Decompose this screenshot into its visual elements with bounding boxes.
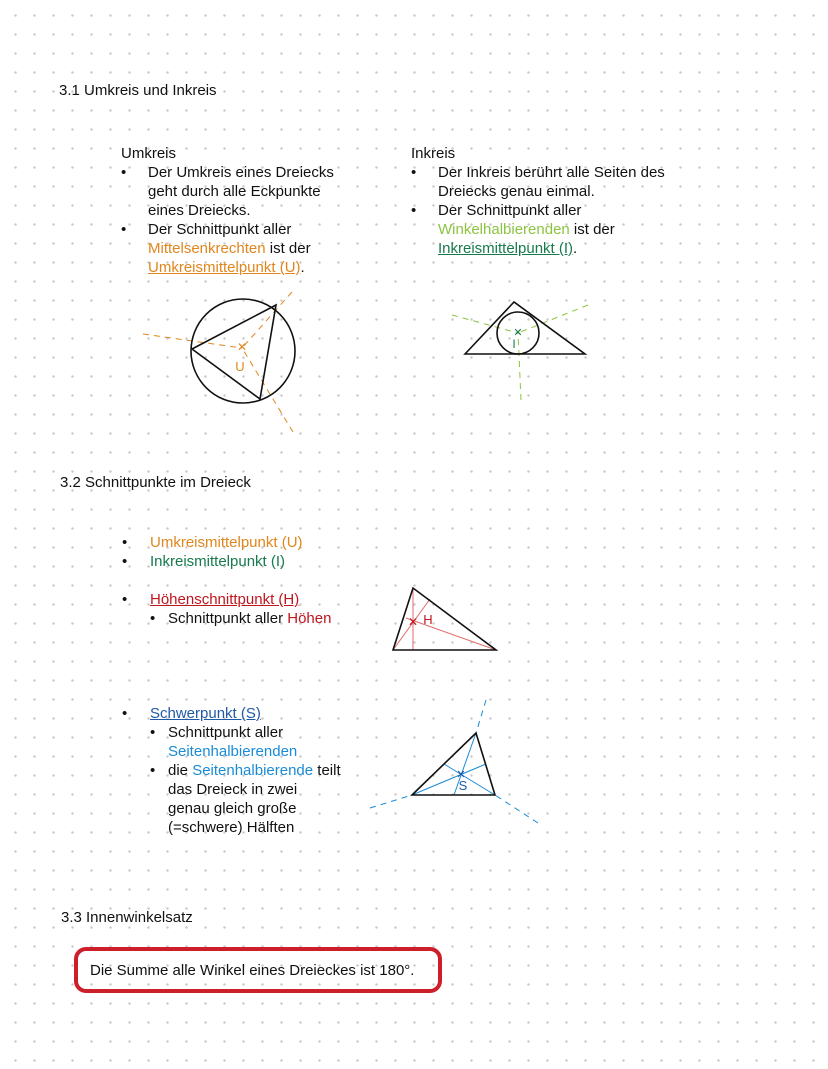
bullet-glyph: • bbox=[121, 221, 127, 238]
umkreis-b2-line3-rest: . bbox=[300, 259, 305, 276]
bullet-glyph: • bbox=[122, 534, 128, 551]
item-hoehenschnittpunkt: Höhenschnittpunkt (H) bbox=[150, 591, 300, 608]
sub-bullet-glyph: • bbox=[150, 610, 156, 627]
term-winkelhalbierenden: Winkelhalbierenden bbox=[438, 221, 570, 238]
center-mark-s: ✕ bbox=[456, 769, 466, 781]
median-extension bbox=[476, 700, 486, 733]
sub-hoehen-text: Schnittpunkt aller bbox=[168, 610, 288, 627]
inkreis-b1-line1: Der Inkreis berührt alle Seiten des bbox=[438, 164, 665, 181]
label-h: H bbox=[423, 612, 433, 627]
umkreis-b1-line2: geht durch alle Eckpunkte bbox=[148, 183, 321, 200]
sub-s2-line4: (=schwere) Hälften bbox=[168, 819, 295, 836]
center-mark-i: ✕ bbox=[513, 327, 523, 339]
term-mittelsenkrechten: Mittelsenkrechten bbox=[148, 240, 266, 257]
term-seitenhalbierenden: Seitenhalbierenden bbox=[168, 743, 298, 760]
sub-s1-line1: Schnittpunkt aller bbox=[168, 724, 284, 741]
sub-s2-line2: das Dreieck in zwei bbox=[168, 781, 298, 798]
inkreis-b1-line2: Dreiecks genau einmal. bbox=[438, 183, 595, 200]
sub-bullet-glyph: • bbox=[150, 762, 156, 779]
center-mark-u: ✕ bbox=[236, 340, 248, 354]
term-hoehen: Höhen bbox=[287, 610, 332, 627]
sub-bullet-glyph: • bbox=[150, 724, 156, 741]
umkreis-b1-line3: eines Dreiecks. bbox=[148, 202, 251, 219]
sub-s2-line3: genau gleich große bbox=[168, 800, 297, 817]
median-extension bbox=[495, 795, 538, 823]
item-schwerpunkt: Schwerpunkt (S) bbox=[150, 705, 261, 722]
median-extension bbox=[370, 795, 412, 808]
term-seitenhalbierende: Seitenhalbierende bbox=[192, 762, 314, 779]
label-u: U bbox=[235, 359, 245, 374]
sub-s2-pre: die bbox=[168, 762, 193, 779]
innenwinkelsatz-box bbox=[74, 947, 442, 993]
umkreis-b2-line2-rest: ist der bbox=[265, 240, 311, 257]
bullet-glyph: • bbox=[121, 164, 127, 181]
umkreis-b1-line1: Der Umkreis eines Dreiecks bbox=[148, 164, 334, 181]
bullet-glyph: • bbox=[122, 591, 128, 608]
label-s: S bbox=[458, 778, 468, 793]
inkreis-b2-line2-rest: ist der bbox=[569, 221, 615, 238]
section-title-innenwinkelsatz: 3.3 Innenwinkelsatz bbox=[61, 909, 193, 926]
bullet-glyph: • bbox=[122, 705, 128, 722]
item-umkreismittelpunkt: Umkreismittelpunkt (U) bbox=[150, 534, 303, 551]
term-inkreismittelpunkt: Inkreismittelpunkt (I) bbox=[438, 240, 574, 257]
inkreis-heading: Inkreis bbox=[411, 145, 456, 162]
innenwinkelsatz-statement: Die Summe alle Winkel eines Dreieckes ist 180°. bbox=[90, 961, 415, 979]
bullet-glyph: • bbox=[411, 202, 417, 219]
sub-s2-post: teilt bbox=[313, 762, 341, 779]
inkreis-b2-line3-rest: . bbox=[573, 240, 578, 257]
label-i: I bbox=[512, 337, 516, 351]
median-line bbox=[412, 764, 486, 795]
section-title-umkreis-inkreis: 3.1 Umkreis und Inkreis bbox=[59, 82, 217, 99]
bullet-glyph: • bbox=[411, 164, 417, 181]
center-mark-h: ✕ bbox=[407, 615, 419, 629]
schwerpunkt-triangle bbox=[412, 733, 495, 795]
umkreis-b2-line1: Der Schnittpunkt aller bbox=[148, 221, 292, 238]
section-title-schnittpunkte: 3.2 Schnittpunkte im Dreieck bbox=[60, 474, 251, 491]
inkreis-b2-line1: Der Schnittpunkt aller bbox=[438, 202, 582, 219]
term-umkreismittelpunkt: Umkreismittelpunkt (U) bbox=[148, 259, 301, 276]
item-inkreismittelpunkt: Inkreismittelpunkt (I) bbox=[150, 553, 286, 570]
bullet-glyph: • bbox=[122, 553, 128, 570]
umkreis-heading: Umkreis bbox=[121, 145, 176, 162]
